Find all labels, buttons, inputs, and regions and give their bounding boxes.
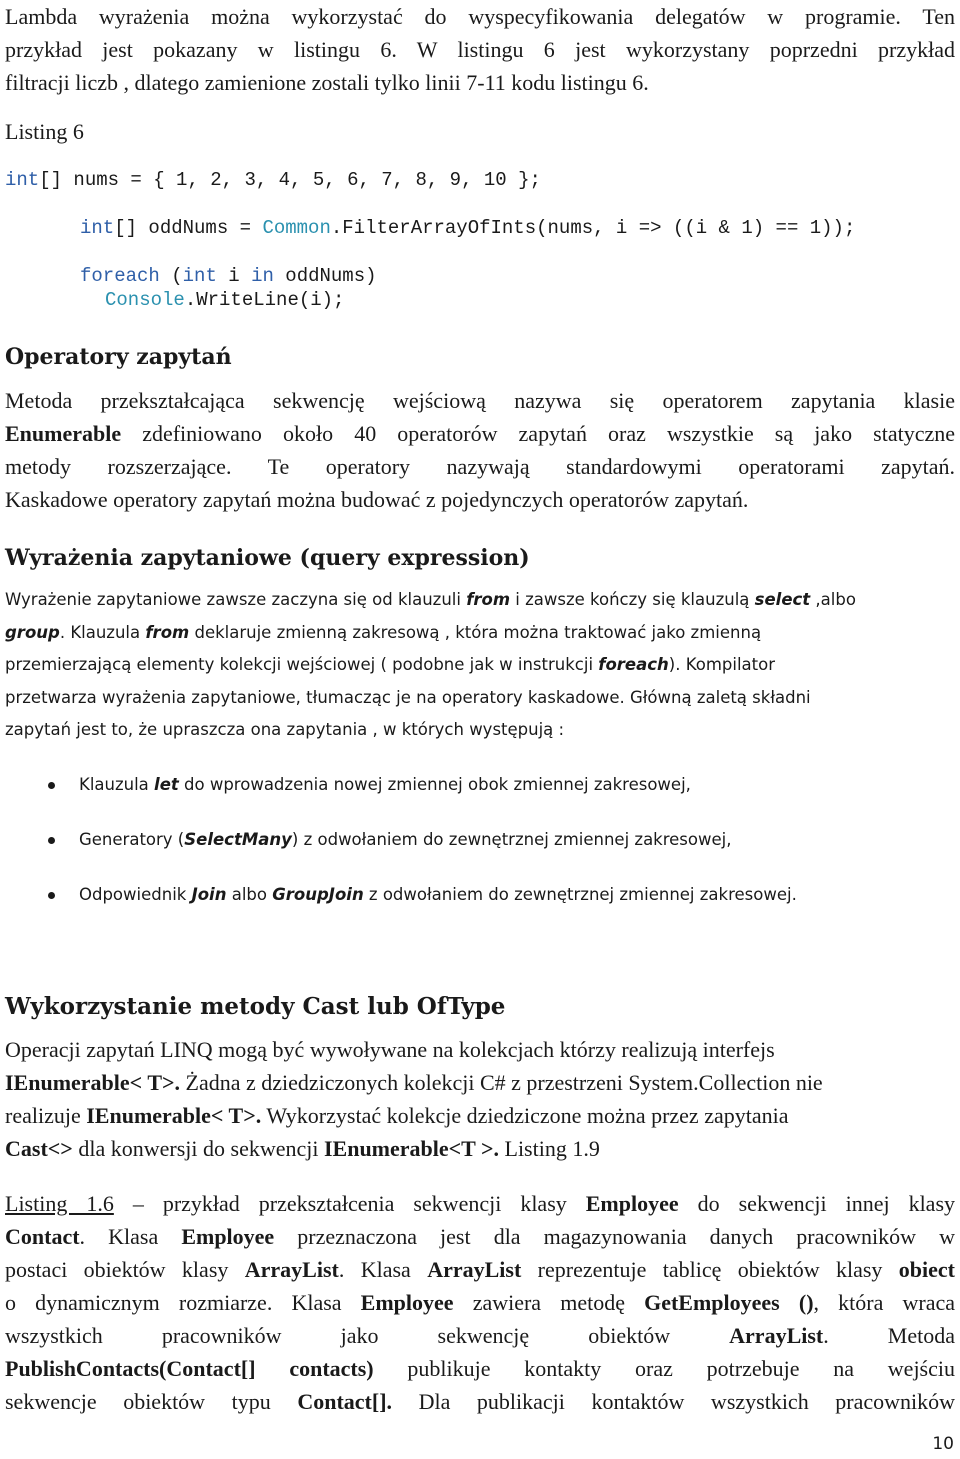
operatory-line: Kaskadowe operatory zapytań można budować z pojedynczych operatorów zapytań. — [5, 487, 749, 512]
text-span: . Metoda — [823, 1323, 956, 1348]
bold-term: obiect — [898, 1257, 955, 1282]
page-number: 10 — [932, 1434, 954, 1454]
cast-line — [5, 1132, 955, 1165]
text-span: ). Kompilator — [668, 655, 775, 674]
code-class: Console — [105, 289, 185, 311]
bold-term: ArrayList — [244, 1257, 339, 1282]
code-line — [105, 289, 344, 311]
text-span: zdefiniowano około 40 operatorów zapytań oraz wszystkie są jako statyczne — [121, 421, 955, 446]
list-item — [5, 771, 955, 826]
bullet-list — [5, 771, 955, 936]
bullet-dot-icon — [48, 837, 55, 844]
list-item — [5, 826, 955, 881]
cast-line — [5, 1099, 955, 1132]
text-span: i zawsze kończy się klauzulą — [510, 590, 755, 609]
code-text: ( — [159, 265, 183, 287]
keyword-term: foreach — [598, 655, 669, 674]
code-keyword: int — [182, 265, 217, 287]
text-span: . Klasa — [79, 1224, 182, 1249]
code-text: i — [216, 265, 252, 287]
cast-line — [5, 1352, 955, 1385]
text-span: . Klauzula — [59, 622, 146, 642]
text-span: deklaruje zmienną zakresową , która można traktować jako zmienną — [189, 622, 762, 642]
keyword-term: from — [466, 590, 511, 609]
wyrazenia-paragraph — [5, 584, 955, 747]
text-span: publikuje kontakty oraz potrzebuje na wejściu — [373, 1356, 955, 1381]
wyrazenia-line: przetwarza wyrażenia zapytaniowe, tłumacząc je na operatory kaskadowe. Główną zaletą składni — [5, 687, 811, 707]
text-span: – przykład przekształcenia sekwencji klasy — [113, 1191, 586, 1216]
text-span: , która wraca — [813, 1290, 955, 1315]
text-span: z odwołaniem do zewnętrznej zmiennej zakresowej. — [363, 885, 797, 904]
cast-line: Operacji zapytań LINQ mogą być wywoływane na kolekcjach którzy realizują interfejs — [5, 1037, 775, 1062]
cast-paragraph-2 — [5, 1187, 955, 1418]
bold-term: IEnumerable< T>. — [86, 1103, 262, 1128]
section-heading-cast: Wykorzystanie metody Cast lub OfType — [5, 993, 506, 1020]
text-span: o dynamicznym rozmiarze. Klasa — [5, 1290, 361, 1315]
cast-paragraph-1 — [5, 1033, 955, 1165]
text-span: przemierzającą elementy kolekcji wejściowej ( podobne jak w instrukcji — [5, 655, 599, 674]
text-span: Listing 1.9 — [499, 1136, 600, 1161]
intro-line: przykład jest pokazany w listingu 6. W listingu 6 jest wykorzystany poprzedni przykład — [5, 37, 955, 62]
listing-6-title: Listing 6 — [5, 119, 84, 144]
wyrazenia-line — [5, 617, 955, 650]
text-span: do wprowadzenia nowej zmiennej obok zmiennej zakresowej, — [178, 775, 691, 794]
list-item — [5, 881, 955, 936]
code-text: oddNums) — [273, 265, 377, 287]
bold-term: Enumerable — [5, 421, 122, 446]
keyword-term: let — [154, 775, 179, 794]
operatory-line: Metoda przekształcająca sekwencję wejściową nazywa się operatorem zapytania klasie — [5, 388, 955, 413]
wyrazenia-line — [5, 584, 955, 617]
section-heading-operatory: Operatory zapytań — [5, 344, 232, 370]
text-span: . Klasa — [338, 1257, 428, 1282]
keyword-term: Join — [191, 885, 227, 904]
text-span: do sekwencji innej klasy — [678, 1191, 956, 1216]
intro-line: Lambda wyrażenia można wykorzystać do wyspecyfikowania delegatów w programie. Ten — [5, 4, 955, 29]
keyword-term: GroupJoin — [272, 885, 364, 904]
text-span: postaci obiektów klasy — [5, 1257, 245, 1282]
text-span: reprezentuje tablicę obiektów klasy — [521, 1257, 899, 1282]
text-span: Klauzula — [79, 775, 155, 794]
code-text: .WriteLine(i); — [184, 289, 345, 311]
bold-term: IEnumerable< T>. — [5, 1070, 181, 1095]
bold-term: Contact[]. — [297, 1389, 393, 1414]
wyrazenia-line — [5, 649, 955, 682]
text-span: Dla publikacji kontaktów wszystkich pracowników — [392, 1389, 956, 1414]
bold-term: Employee — [585, 1191, 679, 1216]
keyword-term: group — [5, 622, 60, 642]
cast-line — [5, 1066, 955, 1099]
bullet-dot-icon — [48, 892, 55, 899]
cast-line — [5, 1319, 955, 1352]
code-keyword: int — [80, 217, 115, 239]
operatory-line: metody rozszerzające. Te operatory nazywają standardowymi operatorami zapytań. — [5, 454, 955, 479]
code-keyword: foreach — [80, 265, 160, 287]
code-keyword: in — [251, 265, 274, 287]
code-line — [80, 217, 855, 239]
bold-term: Cast<> — [5, 1136, 73, 1161]
bullet-dot-icon — [48, 782, 55, 789]
cast-line — [5, 1220, 955, 1253]
bold-term: PublishContacts(Contact[] contacts) — [5, 1356, 374, 1381]
bold-term: Contact — [5, 1224, 80, 1249]
code-keyword: int — [5, 169, 40, 191]
bold-term: GetEmployees () — [644, 1290, 814, 1315]
text-span: albo — [226, 885, 273, 904]
text-span: Żadna z dziedziczonych kolekcji C# z przestrzeni System.Collection nie — [180, 1070, 823, 1095]
code-text: [] nums = { 1, 2, 3, 4, 5, 6, 7, 8, 9, 10 }; — [39, 169, 541, 191]
bold-term: Employee — [181, 1224, 275, 1249]
text-span: Odpowiednik — [79, 885, 192, 904]
keyword-term: select — [754, 590, 811, 609]
listing-link[interactable]: Listing 1.6 — [5, 1191, 114, 1216]
bold-term: IEnumerable<T >. — [323, 1136, 499, 1161]
keyword-term: SelectMany — [184, 830, 292, 849]
bold-term: ArrayList — [729, 1323, 824, 1348]
cast-line — [5, 1187, 955, 1220]
operatory-line — [5, 417, 955, 450]
text-span: zawiera metodę — [453, 1290, 645, 1315]
code-line — [80, 265, 377, 287]
intro-paragraph — [5, 0, 955, 99]
text-span: sekwencje obiektów typu — [5, 1389, 298, 1414]
intro-line: filtracji liczb , dlatego zamienione zostali tylko linii 7-11 kodu listingu 6. — [5, 70, 649, 95]
text-span: Wykorzystać kolekcje dziedziczone można przez zapytania — [261, 1103, 789, 1128]
text-span: realizuje — [5, 1103, 87, 1128]
operatory-paragraph — [5, 384, 955, 516]
text-span: Wyrażenie zapytaniowe zawsze zaczyna się od klauzuli — [5, 590, 467, 609]
section-heading-wyrazenia: Wyrażenia zapytaniowe (query expression) — [5, 545, 530, 571]
text-span: przeznaczona jest dla magazynowania danych pracowników w — [274, 1224, 956, 1249]
keyword-term: from — [145, 622, 190, 642]
cast-line — [5, 1253, 955, 1286]
text-span: Generatory ( — [79, 830, 185, 849]
code-text: .FilterArrayOfInts(nums, i => ((i & 1) == 1)); — [330, 217, 856, 239]
code-class: Common — [262, 217, 331, 239]
text-span: wszystkich pracowników jako sekwencję obiektów — [5, 1323, 730, 1348]
cast-line — [5, 1286, 955, 1319]
code-text: [] oddNums = — [114, 217, 263, 239]
text-span: ,albo — [810, 590, 856, 609]
text-span: ) z odwołaniem do zewnętrznej zmiennej zakresowej, — [291, 830, 732, 849]
text-span: dla konwersji do sekwencji — [72, 1136, 324, 1161]
wyrazenia-line: zapytań jest to, że upraszcza ona zapytania , w których występują : — [5, 720, 565, 739]
cast-line — [5, 1385, 955, 1418]
code-line — [5, 169, 541, 191]
bold-term: Employee — [360, 1290, 454, 1315]
bold-term: ArrayList — [427, 1257, 522, 1282]
